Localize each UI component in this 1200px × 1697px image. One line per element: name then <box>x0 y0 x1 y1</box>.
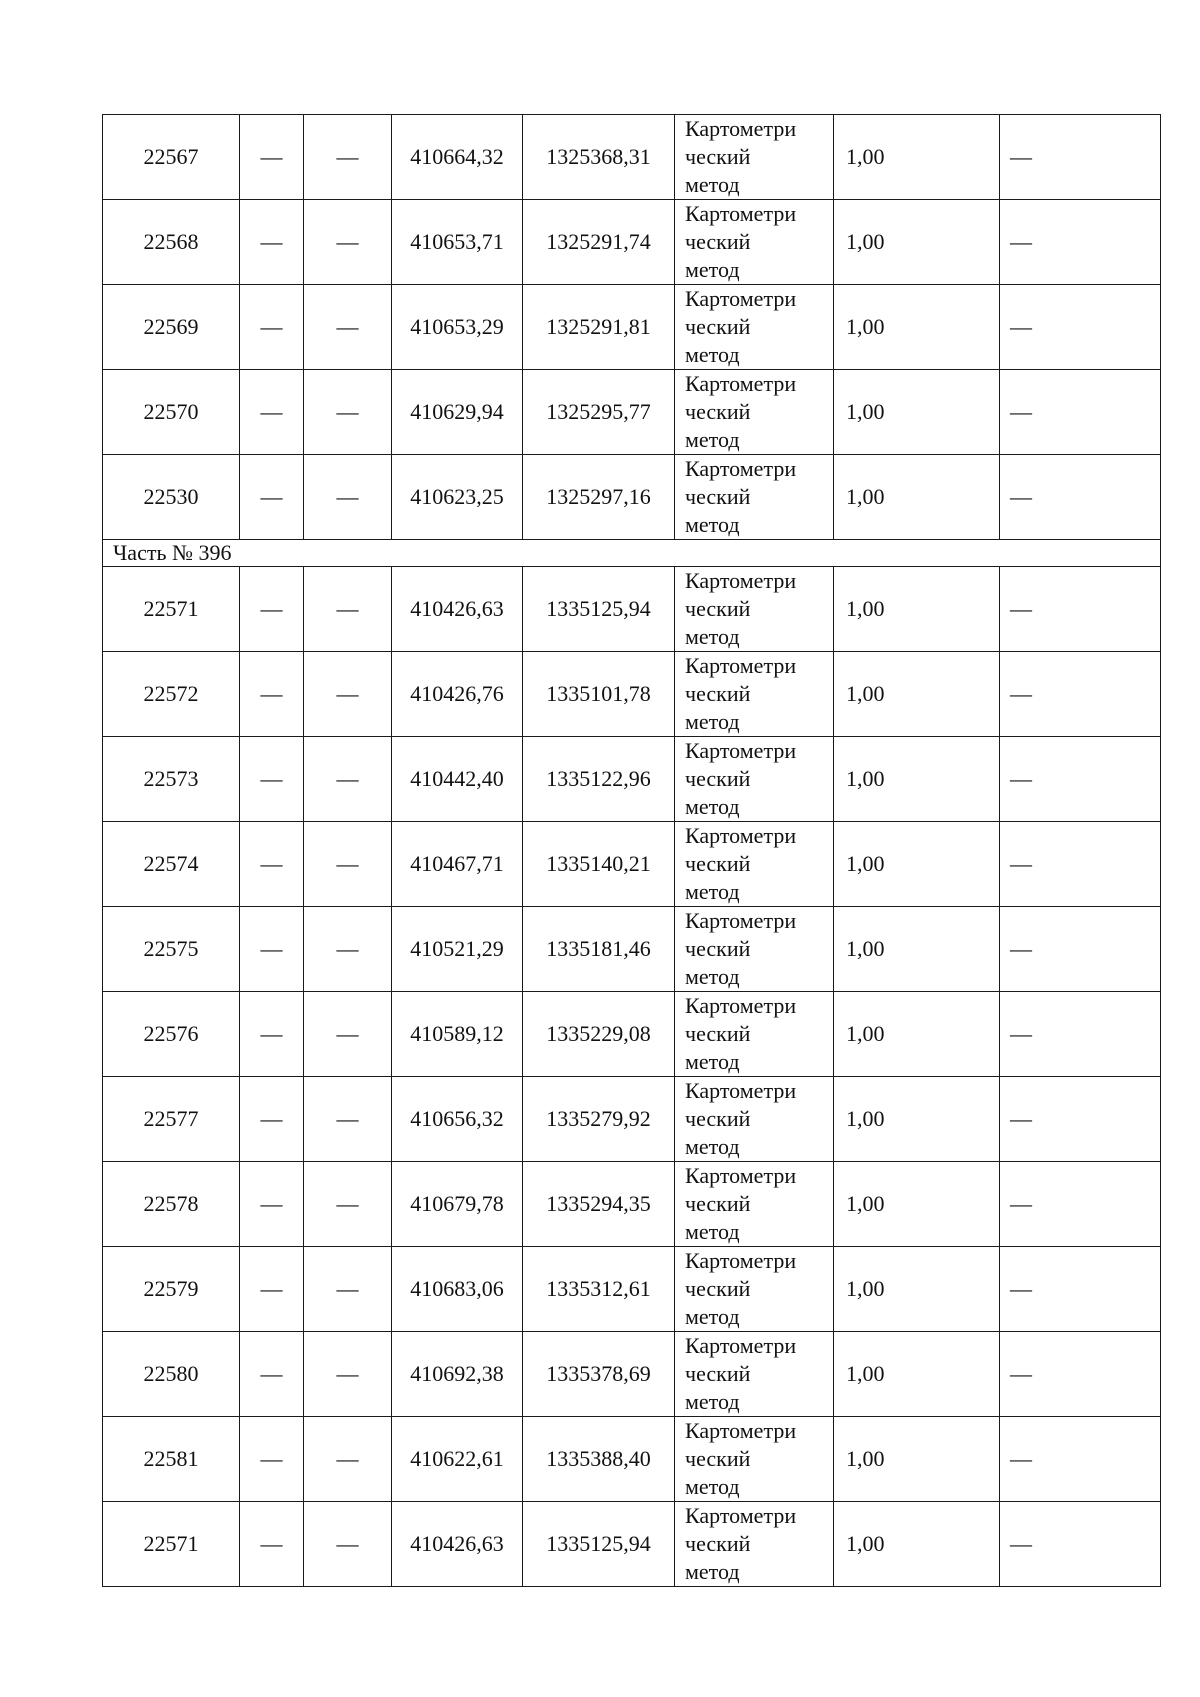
accuracy-cell: 1,00 <box>834 455 1000 540</box>
coordinate-x: 410467,71 <box>392 822 523 907</box>
accuracy-cell: 1,00 <box>834 822 1000 907</box>
coordinates-table <box>102 114 1161 1587</box>
method-line-2: ческий <box>685 144 751 169</box>
coordinate-x: 410656,32 <box>392 1077 523 1162</box>
accuracy-cell: 1,00 <box>834 1332 1000 1417</box>
method-line-2: ческий <box>685 1361 751 1386</box>
method-line-3: метод <box>685 342 740 367</box>
table-row <box>103 285 1161 370</box>
method-cell <box>675 1162 834 1247</box>
coordinate-x: 410653,29 <box>392 285 523 370</box>
accuracy-cell: 1,00 <box>834 1417 1000 1502</box>
dash-cell-3: — <box>1000 115 1161 200</box>
dash-cell-3: — <box>1000 1162 1161 1247</box>
dash-cell-1: — <box>240 822 304 907</box>
method-cell <box>675 1502 834 1587</box>
accuracy-cell: 1,00 <box>834 200 1000 285</box>
coordinate-x: 410426,76 <box>392 652 523 737</box>
coordinate-y: 1325297,16 <box>523 455 675 540</box>
method-line-2: ческий <box>685 596 751 621</box>
point-number: 22571 <box>103 567 240 652</box>
method-line-1: Картометри <box>685 371 797 396</box>
method-cell <box>675 1417 834 1502</box>
coordinate-x: 410664,32 <box>392 115 523 200</box>
dash-cell-3: — <box>1000 992 1161 1077</box>
method-line-3: метод <box>685 964 740 989</box>
coordinate-x: 410426,63 <box>392 1502 523 1587</box>
dash-cell-1: — <box>240 370 304 455</box>
accuracy-cell: 1,00 <box>834 1162 1000 1247</box>
method-line-3: метод <box>685 172 740 197</box>
dash-cell-3: — <box>1000 737 1161 822</box>
method-line-3: метод <box>685 624 740 649</box>
method-line-3: метод <box>685 709 740 734</box>
dash-cell-2: — <box>304 1417 392 1502</box>
method-cell <box>675 907 834 992</box>
method-line-2: ческий <box>685 484 751 509</box>
dash-cell-2: — <box>304 737 392 822</box>
table-row <box>103 455 1161 540</box>
method-line-1: Картометри <box>685 1163 797 1188</box>
coordinate-x: 410692,38 <box>392 1332 523 1417</box>
coordinate-y: 1335388,40 <box>523 1417 675 1502</box>
method-line-1: Картометри <box>685 1418 797 1443</box>
dash-cell-1: — <box>240 737 304 822</box>
dash-cell-2: — <box>304 370 392 455</box>
coordinate-y: 1325368,31 <box>523 115 675 200</box>
accuracy-cell: 1,00 <box>834 652 1000 737</box>
coordinate-x: 410623,25 <box>392 455 523 540</box>
method-line-2: ческий <box>685 1106 751 1131</box>
table-row <box>103 1502 1161 1587</box>
point-number: 22578 <box>103 1162 240 1247</box>
method-line-1: Картометри <box>685 908 797 933</box>
method-cell <box>675 567 834 652</box>
method-line-1: Картометри <box>685 823 797 848</box>
table-row <box>103 822 1161 907</box>
dash-cell-2: — <box>304 822 392 907</box>
part-label: Часть № 396 <box>103 540 1161 567</box>
point-number: 22571 <box>103 1502 240 1587</box>
dash-cell-3: — <box>1000 1502 1161 1587</box>
method-line-3: метод <box>685 1134 740 1159</box>
dash-cell-2: — <box>304 907 392 992</box>
dash-cell-3: — <box>1000 285 1161 370</box>
coordinate-y: 1335181,46 <box>523 907 675 992</box>
table-row <box>103 567 1161 652</box>
method-line-2: ческий <box>685 1446 751 1471</box>
point-number: 22569 <box>103 285 240 370</box>
coordinate-y: 1335279,92 <box>523 1077 675 1162</box>
dash-cell-3: — <box>1000 200 1161 285</box>
dash-cell-3: — <box>1000 822 1161 907</box>
method-line-2: ческий <box>685 851 751 876</box>
method-line-1: Картометри <box>685 653 797 678</box>
coordinate-y: 1335122,96 <box>523 737 675 822</box>
point-number: 22575 <box>103 907 240 992</box>
method-line-1: Картометри <box>685 1248 797 1273</box>
dash-cell-2: — <box>304 1502 392 1587</box>
dash-cell-2: — <box>304 1077 392 1162</box>
method-line-3: метод <box>685 1389 740 1414</box>
method-line-3: метод <box>685 1559 740 1584</box>
table-row <box>103 1162 1161 1247</box>
dash-cell-3: — <box>1000 1077 1161 1162</box>
table-row <box>103 1077 1161 1162</box>
method-cell <box>675 1247 834 1332</box>
coordinate-x: 410589,12 <box>392 992 523 1077</box>
point-number: 22530 <box>103 455 240 540</box>
coordinate-y: 1335378,69 <box>523 1332 675 1417</box>
dash-cell-2: — <box>304 285 392 370</box>
dash-cell-1: — <box>240 115 304 200</box>
method-line-1: Картометри <box>685 456 797 481</box>
method-cell <box>675 285 834 370</box>
method-line-2: ческий <box>685 1531 751 1556</box>
method-line-3: метод <box>685 1219 740 1244</box>
dash-cell-2: — <box>304 1247 392 1332</box>
accuracy-cell: 1,00 <box>834 907 1000 992</box>
accuracy-cell: 1,00 <box>834 1247 1000 1332</box>
coordinate-y: 1335125,94 <box>523 567 675 652</box>
method-line-1: Картометри <box>685 201 797 226</box>
dash-cell-1: — <box>240 285 304 370</box>
accuracy-cell: 1,00 <box>834 285 1000 370</box>
coordinate-y: 1335140,21 <box>523 822 675 907</box>
method-cell <box>675 737 834 822</box>
dash-cell-2: — <box>304 567 392 652</box>
method-line-3: метод <box>685 1304 740 1329</box>
dash-cell-3: — <box>1000 1417 1161 1502</box>
method-line-1: Картометри <box>685 568 797 593</box>
dash-cell-2: — <box>304 1162 392 1247</box>
coordinate-x: 410521,29 <box>392 907 523 992</box>
dash-cell-2: — <box>304 652 392 737</box>
part-header-row <box>103 540 1161 567</box>
method-line-2: ческий <box>685 936 751 961</box>
accuracy-cell: 1,00 <box>834 115 1000 200</box>
method-line-1: Картометри <box>685 286 797 311</box>
table-row <box>103 370 1161 455</box>
method-line-1: Картометри <box>685 1333 797 1358</box>
point-number: 22574 <box>103 822 240 907</box>
point-number: 22573 <box>103 737 240 822</box>
point-number: 22568 <box>103 200 240 285</box>
dash-cell-1: — <box>240 1417 304 1502</box>
point-number: 22580 <box>103 1332 240 1417</box>
method-line-3: метод <box>685 512 740 537</box>
dash-cell-1: — <box>240 992 304 1077</box>
accuracy-cell: 1,00 <box>834 992 1000 1077</box>
method-cell <box>675 992 834 1077</box>
dash-cell-2: — <box>304 1332 392 1417</box>
method-line-1: Картометри <box>685 116 797 141</box>
coordinate-y: 1335294,35 <box>523 1162 675 1247</box>
method-line-1: Картометри <box>685 1078 797 1103</box>
dash-cell-2: — <box>304 115 392 200</box>
method-cell <box>675 200 834 285</box>
table-row <box>103 652 1161 737</box>
dash-cell-2: — <box>304 200 392 285</box>
dash-cell-2: — <box>304 455 392 540</box>
method-line-2: ческий <box>685 1276 751 1301</box>
coordinate-y: 1325291,81 <box>523 285 675 370</box>
method-line-2: ческий <box>685 1191 751 1216</box>
method-cell <box>675 1332 834 1417</box>
accuracy-cell: 1,00 <box>834 370 1000 455</box>
table-row <box>103 737 1161 822</box>
dash-cell-3: — <box>1000 1332 1161 1417</box>
dash-cell-1: — <box>240 567 304 652</box>
coordinate-y: 1325291,74 <box>523 200 675 285</box>
coordinate-x: 410653,71 <box>392 200 523 285</box>
dash-cell-3: — <box>1000 907 1161 992</box>
coordinate-x: 410622,61 <box>392 1417 523 1502</box>
dash-cell-1: — <box>240 455 304 540</box>
method-line-3: метод <box>685 427 740 452</box>
method-line-3: метод <box>685 257 740 282</box>
dash-cell-1: — <box>240 1247 304 1332</box>
coordinate-y: 1335101,78 <box>523 652 675 737</box>
point-number: 22576 <box>103 992 240 1077</box>
dash-cell-3: — <box>1000 652 1161 737</box>
point-number: 22579 <box>103 1247 240 1332</box>
method-cell <box>675 652 834 737</box>
point-number: 22581 <box>103 1417 240 1502</box>
accuracy-cell: 1,00 <box>834 737 1000 822</box>
coordinate-x: 410442,40 <box>392 737 523 822</box>
point-number: 22570 <box>103 370 240 455</box>
dash-cell-3: — <box>1000 370 1161 455</box>
dash-cell-1: — <box>240 907 304 992</box>
coordinate-y: 1335125,94 <box>523 1502 675 1587</box>
dash-cell-1: — <box>240 1332 304 1417</box>
point-number: 22572 <box>103 652 240 737</box>
method-line-3: метод <box>685 1474 740 1499</box>
method-cell <box>675 822 834 907</box>
table-row <box>103 992 1161 1077</box>
table-row <box>103 1332 1161 1417</box>
coordinate-y: 1335229,08 <box>523 992 675 1077</box>
point-number: 22567 <box>103 115 240 200</box>
dash-cell-3: — <box>1000 567 1161 652</box>
table-row <box>103 1247 1161 1332</box>
method-line-1: Картометри <box>685 993 797 1018</box>
method-cell <box>675 370 834 455</box>
coordinate-y: 1335312,61 <box>523 1247 675 1332</box>
coordinate-x: 410683,06 <box>392 1247 523 1332</box>
method-line-2: ческий <box>685 399 751 424</box>
method-line-2: ческий <box>685 681 751 706</box>
coordinate-y: 1325295,77 <box>523 370 675 455</box>
accuracy-cell: 1,00 <box>834 1502 1000 1587</box>
table-row <box>103 115 1161 200</box>
method-line-2: ческий <box>685 229 751 254</box>
dash-cell-1: — <box>240 652 304 737</box>
method-cell <box>675 1077 834 1162</box>
method-line-3: метод <box>685 879 740 904</box>
dash-cell-1: — <box>240 1502 304 1587</box>
coordinate-x: 410629,94 <box>392 370 523 455</box>
method-line-2: ческий <box>685 1021 751 1046</box>
method-cell <box>675 455 834 540</box>
point-number: 22577 <box>103 1077 240 1162</box>
method-cell <box>675 115 834 200</box>
dash-cell-1: — <box>240 1162 304 1247</box>
dash-cell-1: — <box>240 200 304 285</box>
dash-cell-1: — <box>240 1077 304 1162</box>
table-row <box>103 200 1161 285</box>
method-line-1: Картометри <box>685 738 797 763</box>
accuracy-cell: 1,00 <box>834 1077 1000 1162</box>
table-row <box>103 1417 1161 1502</box>
method-line-3: метод <box>685 794 740 819</box>
method-line-2: ческий <box>685 314 751 339</box>
method-line-3: метод <box>685 1049 740 1074</box>
method-line-2: ческий <box>685 766 751 791</box>
table-row <box>103 907 1161 992</box>
dash-cell-3: — <box>1000 455 1161 540</box>
accuracy-cell: 1,00 <box>834 567 1000 652</box>
dash-cell-2: — <box>304 992 392 1077</box>
dash-cell-3: — <box>1000 1247 1161 1332</box>
method-line-1: Картометри <box>685 1503 797 1528</box>
coordinate-x: 410679,78 <box>392 1162 523 1247</box>
coordinate-x: 410426,63 <box>392 567 523 652</box>
